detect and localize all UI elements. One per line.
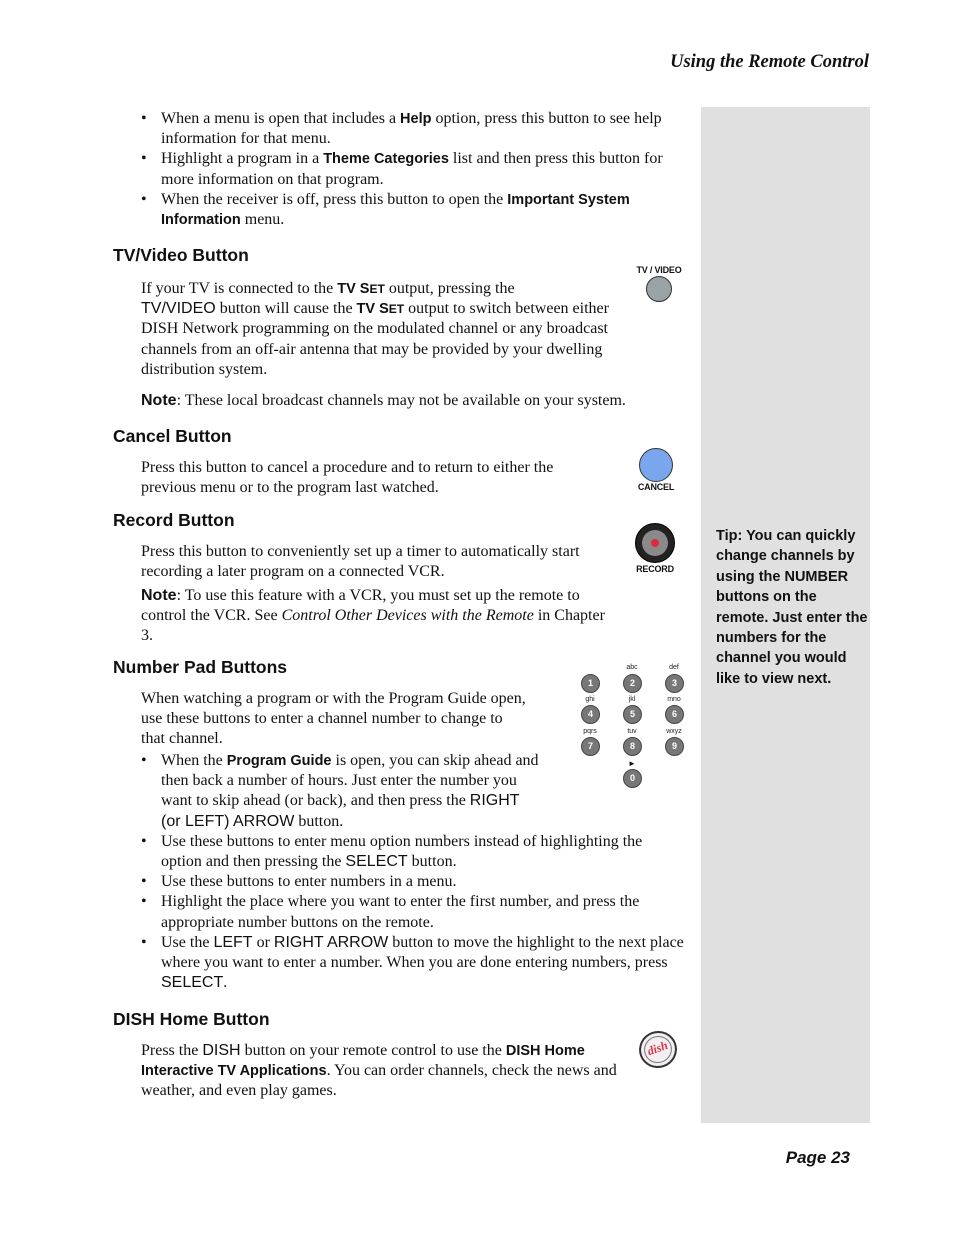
key-letters: mno [667, 696, 681, 703]
tv-video-button-icon [646, 276, 672, 302]
list-item: • Highlight a program in a Theme Categories list and then press this button for more information on that program. [141, 149, 681, 189]
number-key-6: 6 [665, 705, 684, 724]
number-key-3: 3 [665, 674, 684, 693]
cancel-button-icon [639, 448, 673, 482]
key-letters: ghi [585, 696, 595, 703]
dish-logo-text: dish [645, 1037, 670, 1059]
record-paragraph: Press this button to conveniently set up a timer to automatically start recording a later program on a connected VCR. [141, 543, 580, 581]
dish-home-button-icon [634, 1026, 682, 1074]
heading-number-pad: Number Pad Buttons [113, 657, 288, 677]
list-item: • Use these buttons to enter menu option numbers instead of highlighting the option and then pressing the SELECT button. [141, 832, 686, 872]
list-item: • When the receiver is off, press this button to open the Important System Information menu. [141, 190, 681, 230]
record-button-label: RECORD [636, 564, 674, 574]
running-header: Using the Remote Control [670, 52, 869, 72]
number-pad-intro: When watching a program or with the Program Guide open, use these buttons to enter a channel number to change to that channel. [141, 690, 526, 748]
key-letters: jkl [628, 696, 636, 703]
list-item: • When the Program Guide is open, you can skip ahead and then back a number of hours. Just enter the number you want to skip ahead (or back), and then press the RIGHT (or LEFT) ARROW button. [141, 751, 539, 832]
cancel-paragraph: Press this button to cancel a procedure and to return to either the previous menu or to the program last watched. [141, 459, 554, 497]
list-item: • When a menu is open that includes a Help option, press this button to see help information for that menu. [141, 109, 681, 149]
heading-cancel: Cancel Button [113, 426, 232, 446]
tv-video-paragraph: If your TV is connected to the TV SET output, pressing the TV/VIDEO button will cause the TV SET output to switch between either DISH Network programming on the modulated channel or any broadcast channels from an off-air antenna that may be provided by your dwelling distribution system. [141, 280, 609, 378]
key-letters: tuv [627, 728, 637, 735]
list-item: • Use the LEFT or RIGHT ARROW button to move the highlight to the next place where you want to enter a number. When you are done entering numbers, press SELECT. [141, 933, 686, 994]
record-button-icon [635, 523, 675, 563]
intro-bullet-list [141, 109, 681, 230]
play-arrow-icon: ► [628, 759, 636, 768]
key-letters: pqrs [583, 728, 597, 735]
number-pad-bullet-list [141, 751, 686, 993]
key-letters: def [669, 664, 679, 671]
heading-tv-video: TV/Video Button [113, 245, 249, 265]
number-key-8: 8 [623, 737, 642, 756]
list-item: • Highlight the place where you want to enter the first number, and press the appropriate number buttons on the remote. [141, 892, 686, 932]
number-key-4: 4 [581, 705, 600, 724]
number-key-2: 2 [623, 674, 642, 693]
number-key-1: 1 [581, 674, 600, 693]
record-note: Note: To use this feature with a VCR, you must set up the remote to control the VCR. See Control Other Devices with the Remote in Chapter 3. [141, 587, 605, 645]
tv-video-button-label: TV / VIDEO [636, 265, 682, 275]
key-letters: wxyz [666, 728, 682, 735]
sidebar-tip: Tip: You can quickly change channels by using the NUMBER buttons on the remote. Just enter the numbers for the channel you would like to view next. [716, 528, 868, 687]
page-number: Page 23 [785, 1148, 850, 1167]
number-key-9: 9 [665, 737, 684, 756]
key-letters: abc [626, 664, 638, 671]
heading-record: Record Button [113, 510, 235, 530]
tv-video-note: Note: These local broadcast channels may not be available on your system. [141, 392, 626, 409]
number-key-0: 0 [623, 769, 642, 788]
heading-dish-home: DISH Home Button [113, 1009, 270, 1029]
number-key-5: 5 [623, 705, 642, 724]
dish-home-paragraph: Press the DISH button on your remote control to use the DISH Home Interactive TV Applications. You can order channels, check the news and weather, and even play games. [141, 1042, 617, 1100]
cancel-button-label: CANCEL [637, 482, 675, 492]
number-key-7: 7 [581, 737, 600, 756]
list-item: • Use these buttons to enter numbers in a menu. [141, 872, 686, 892]
